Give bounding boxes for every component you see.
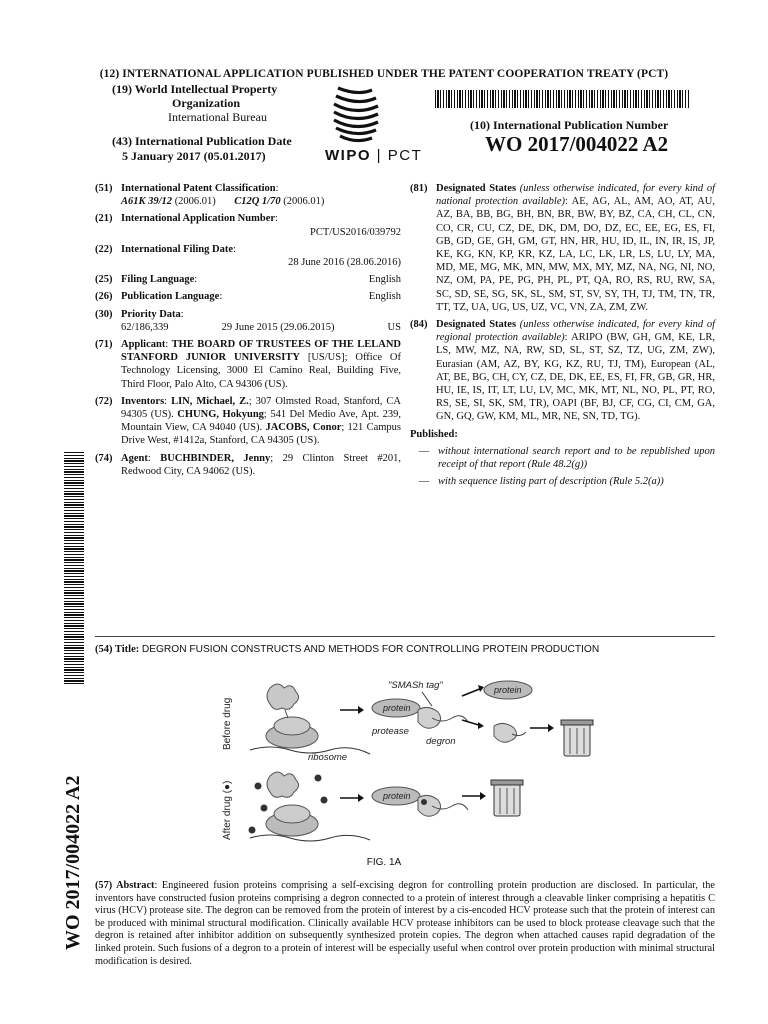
protein-label-2: protein (494, 685, 522, 695)
bureau-name: International Bureau (168, 110, 267, 124)
published-label: Published (410, 428, 455, 440)
published-item: — with sequence listing part of description (Rule 5.2(a)) (418, 476, 664, 488)
applicant-address: [US/US]; Office Of Technology Licensing, 3000 El Camino Real, Building Five, Third Floor, Palo Alto, CA 94306 (US). (121, 352, 401, 390)
ribosome-before-icon (250, 684, 370, 754)
abstract-text: : Engineered fusion proteins comprising a self-excising degron for controlling protein production are disclosed. In particular, the inventors have constructed fusion proteins comprising a degron connected to a protein of interest through a cleavable linker comprising a hepatitis C virus (HCV) protease site. The degron can be removed from the protein of interest by a cis-encoded HCV protease such that the protein of interest can be produced with minimal structural modification. Clinically available HCV protease inhibitors can be used to block protease cleavage such that the degron is retained after inhibitor addition on subsequently synthesized protein copies. The degron when attached causes rapid degradation of the linked protein. Such fusions of a degron to a protein of interest will be especially useful when control over protein production with minimal structural modification is desired. (95, 880, 716, 967)
figure-1a-diagram (200, 668, 620, 858)
ipc-class-2: C12Q 1/70 (234, 196, 281, 208)
field-num: (72) (95, 395, 113, 407)
label-before-drug: Before drug (222, 697, 233, 750)
field-label: Designated States (436, 319, 517, 331)
filing-language: English (368, 274, 401, 286)
pub-number-label: (10) International Publication Number (470, 118, 669, 132)
field-81 (410, 182, 715, 314)
field-label: Publication Language (121, 291, 220, 303)
field-label: Priority Data (121, 308, 181, 320)
top-barcode (435, 90, 690, 108)
field-label: Filing Language (121, 274, 195, 286)
inventor-2: CHUNG, Hokyung (177, 409, 264, 421)
vertical-pub-number: WO 2017/004022 A2 (62, 775, 84, 950)
abstract-label: (57) Abstract (95, 880, 155, 891)
abstract-section (95, 880, 715, 968)
smash-tag-label: "SMASh tag" (388, 680, 443, 691)
regional-states: : ARIPO (BW, GH, GM, KE, LR, LS, MW, MZ, NA, RW, SD, SL, ST, SZ, TZ, UG, ZM, ZW), Eurasian (AM, AZ, BY, KG, KZ, RU, TJ, TM), European (AL, AT, BE, BG, CH, CY, CZ, DE, DK, EE, ES, FI, FR, GB, GR, HR, HU, IE, IS, IT, LT, LU, LV, MC, MK, MT, NL, NO, PL, PT, RO, RS, SE, SI, SK, SM, TR), OAPI (BF, BJ, CF, CG, CI, CM, GA, GN, GQ, GW, KM, ML, MR, NE, SN, TD, TG). (436, 332, 715, 423)
pct-word: PCT (387, 147, 423, 164)
field-num: (25) (95, 274, 113, 286)
field-num: (84) (410, 319, 428, 331)
pub-number: WO 2017/004022 A2 (485, 132, 669, 156)
agent-name: BUCHBINDER, Jenny (160, 452, 271, 464)
published-item-text: with sequence listing part of description (Rule 5.2(a)) (438, 476, 664, 488)
inventor-2-address: ; 541 Del Medio Ave, Apt. 239, Mountain View, CA 94040 (US). (121, 409, 402, 434)
inventor-3: JACOBS, Conor (265, 422, 342, 434)
label-after-drug: After drug (●) (222, 780, 233, 840)
priority-application: 62/186,339 (121, 321, 169, 333)
field-num: (30) (95, 308, 113, 320)
treaty-title: (12) INTERNATIONAL APPLICATION PUBLISHED UNDER THE PATENT COOPERATION TREATY (PCT) (99, 68, 669, 80)
field-label: Inventors (121, 395, 165, 407)
inventor-1-address: ; 307 Olmsted Road, Stanford, CA 94305 (US). (121, 395, 401, 421)
field-71: (71) Applicant: THE BOARD OF TRUSTEES OF THE LELAND STANFORD JUNIOR UNIVERSITY [US/US]; Office Of Technology Licensing, 3000 El Camino Real, Building Five, Third Floor, Palo Alto, CA 94306 (US). (95, 339, 401, 390)
degron-fragment-icon (494, 723, 517, 742)
field-num: (22) (95, 243, 113, 255)
section-divider (95, 636, 715, 637)
field-51: (51) International Patent Classification: A61K 39/12 (2006.01) C12Q 1/70 (2006.01) (95, 183, 325, 208)
field-num: (74) (95, 452, 113, 464)
agent-address: ; 29 Clinton Street #201, Redwood City, CA 94062 (US). (121, 452, 401, 477)
field-22: (22) International Filing Date: 28 June 2016 (28.06.2016) (95, 243, 401, 269)
field-74: (74) Agent: BUCHBINDER, Jenny; 29 Clinton Street #201, Redwood City, CA 94062 (US). (95, 452, 401, 477)
sidebar-publication-number (58, 700, 90, 950)
bibliographic-right-column: (81) Designated States (unless otherwise indicated, for every kind of national protection available): AE, AG, AL, AM, AO, AT, AU, AZ, BA, BB, BG, BH, BN, BR, BW, BY, BZ, CA, CH, CL, CN, CO, CR, CU, CZ, DE, DK, DM, DO, DZ, EC, EE, EG, ES, FI, GB, GD, GE, GH, GM, GT, HN, HR, HU, ID, IL, IN, IR, IS, JP, KE, KG, KN, KP, KR, KZ, LA, LC, LK, LR, LS, LU, LY, MA, MD, ME, MG, MK, MN, MW, MX, MY, MZ, NA, NG, NI, NO, NZ, OM, PA, PE, PG, PH, PL, PT, QA, RO, RS, RU, RW, SA, SC, SD, SE, SG, SK, SL, SM, ST, SV, SY, TH, TJ, TM, TN, TR, TT, TZ, UA, UG, US, UZ, VC, VN, ZA, ZM, ZW. (84) Designated States (unless otherwise indicated, for every kind of regional protection available): ARIPO (BW, GH, GM, KE, LR, LS, MW, MZ, NA, RW, SD, SL, ST, SZ, TZ, UG, ZM, ZW), Eurasian (AM, AZ, BY, KG, KZ, RU, TJ, TM), European (AL, AT, BE, BG, CH, CY, CZ, DE, DK, EE, ES, FI, FR, GB, GR, HR, HU, IE, IS, IT, LT, LU, LV, MC, MK, MT, NL, NO, PL, PT, RO, RS, SE, SI, SK, SM, TR), OAPI (BF, BJ, CF, CG, CI, CM, GA, GN, GQ, GW, KM, ML, MR, NE, SN, TD, TG). Published: — without international search report and to be republished upon receipt of that report (Rule 48.2(g)) — with sequence listing part of description (Rule 5.2(a)) (410, 183, 715, 488)
field-25: (25) Filing Language: English (95, 274, 401, 286)
title-section: (54) Title: DEGRON FUSION CONSTRUCTS AND METHODS FOR CONTROLLING PROTEIN PRODUCTION (95, 644, 600, 655)
field-note: (unless otherwise indicated, for every kind of regional protection available) (436, 319, 715, 344)
field-num: (21) (95, 213, 113, 225)
protein-label-3: protein (383, 791, 411, 801)
field-72: (72) Inventors: LIN, Michael, Z.; 307 Olmsted Road, Stanford, CA 94305 (US). CHUNG, Hokyung; 541 Del Medio Ave, Apt. 239, Mountain View, CA 94040 (US). JACOBS, Conor; 121 Campus Drive West, #1412a, Stanford, CA 94305 (US). (95, 395, 402, 447)
bibliographic-left-column (95, 182, 401, 482)
trash-can-icon-2 (491, 780, 523, 816)
priority-date: 29 June 2015 (29.06.2015) (221, 321, 335, 333)
field-label: Agent (121, 452, 148, 464)
publication-language: English (368, 291, 401, 303)
sidebar-barcode (64, 452, 84, 684)
field-label: International Application Number (121, 213, 276, 225)
org-line-2: Organization (172, 96, 240, 110)
wipo-pct-wordmark (325, 147, 422, 164)
ipc-class-1: A61K 39/12 (121, 196, 173, 208)
org-line-1: (19) World Intellectual Property (112, 82, 278, 96)
organization-block (108, 82, 328, 124)
application-number: PCT/US2016/039792 (309, 226, 401, 238)
wipo-word: WIPO (325, 147, 371, 164)
filing-date: 28 June 2016 (28.06.2016) (288, 257, 401, 269)
priority-country: US (387, 321, 401, 333)
title-label: (54) Title (95, 644, 136, 655)
field-30: (30) Priority Data: 62/186,339 29 June 2015 (29.06.2015) US (95, 308, 401, 333)
field-num: (71) (95, 339, 113, 351)
ribosome-label: ribosome (308, 752, 348, 763)
field-num: (26) (95, 291, 113, 303)
field-label: International Patent Classification (121, 183, 276, 194)
field-21: (21) International Application Number: PCT/US2016/039792 (95, 213, 401, 238)
ipc-date-2: (2006.01) (283, 196, 325, 208)
field-note: (unless otherwise indicated, for every kind of national protection available) (436, 183, 715, 208)
ipc-date-1: (2006.01) (174, 196, 216, 208)
protease-label: protease (372, 726, 409, 737)
field-num: (51) (95, 183, 113, 194)
national-states: : AE, AG, AL, AM, AO, AT, AU, AZ, BA, BB, BG, BH, BN, BR, BW, BY, BZ, CA, CH, CL, CN, CO, CR, CU, CZ, DE, DK, DM, DO, DZ, EC, EE, EG, ES, FI, GB, GD, GE, GH, GM, GT, HN, HR, HU, ID, IL, IN, IR, IS, JP, KE, KG, KN, KP, KR, KZ, LA, LC, LK, LR, LS, LU, LY, MA, MD, ME, MG, MK, MN, MW, MX, MY, MZ, NA, NG, NI, NO, NZ, OM, PA, PE, PG, PH, PL, PT, QA, RO, RS, RU, RW, SA, SC, SD, SE, SG, SK, SL, SM, ST, SV, SY, TH, TJ, TM, TN, TR, TT, TZ, UA, UG, US, UZ, VC, VN, ZA, ZM, ZW. (436, 196, 715, 313)
publication-date-block (112, 134, 292, 164)
inventor-3-address: ; 121 Campus Drive West, #1412a, Stanford, CA 94305 (US). (121, 422, 402, 447)
field-84 (410, 318, 715, 424)
degron-label: degron (426, 736, 456, 747)
protein-label: protein (383, 703, 411, 713)
pub-date: 5 January 2017 (05.01.2017) (122, 149, 266, 163)
wordmark-separator: | (376, 147, 383, 164)
field-num: (81) (410, 183, 428, 194)
field-label: International Filing Date (121, 243, 233, 255)
field-label: Applicant (121, 339, 166, 351)
trash-can-icon (561, 720, 593, 756)
field-label: Designated States (436, 183, 517, 194)
figure-caption: FIG. 1A (366, 857, 402, 868)
invention-title: DEGRON FUSION CONSTRUCTS AND METHODS FOR CONTROLLING PROTEIN PRODUCTION (141, 644, 600, 655)
inventor-1: LIN, Michael, Z. (171, 395, 249, 407)
published-item-text: without international search report and to be republished upon receipt of that report (Rule 48.2(g)) (438, 445, 715, 471)
field-26: (26) Publication Language: English (95, 291, 401, 303)
ribosome-after-icon (250, 772, 370, 841)
pub-date-label: (43) International Publication Date (112, 134, 292, 148)
applicant-name: THE BOARD OF TRUSTEES OF THE LELAND STANFORD JUNIOR UNIVERSITY (121, 339, 401, 364)
published-item: — without international search report and to be republished upon receipt of that report (Rule 48.2(g)) (418, 445, 715, 471)
